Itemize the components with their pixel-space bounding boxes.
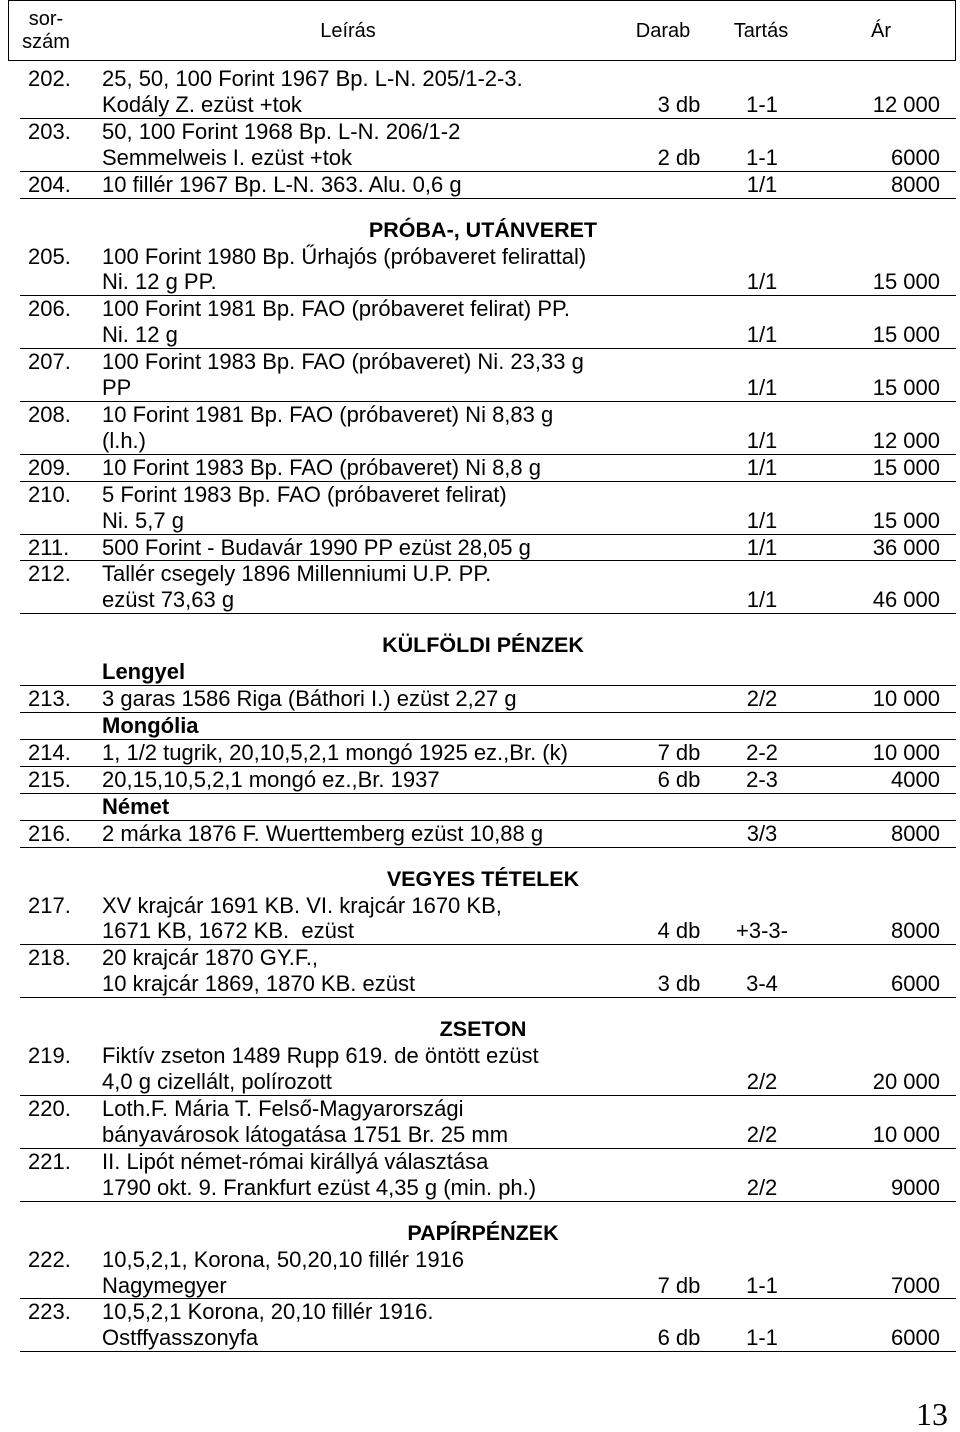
lot-price: 6000 <box>891 1325 940 1351</box>
lot-number: 218. <box>28 945 71 971</box>
description-line: 20 krajcár 1870 GY.F., <box>102 945 319 971</box>
lot-grade: 1-1 <box>746 1272 778 1298</box>
lot-grade: 3-4 <box>746 971 778 997</box>
description-line: 10 Forint 1983 Bp. FAO (próbaveret) Ni 8,8 g <box>102 454 542 480</box>
section-title: KÜLFÖLDI PÉNZEK <box>382 633 584 658</box>
lot-row <box>20 296 956 349</box>
lot-grade: 2-3 <box>746 766 778 792</box>
lot-number: 212. <box>28 561 71 587</box>
description-line: XV krajcár 1691 KB. VI. krajcár 1670 KB, <box>102 892 502 918</box>
lot-description <box>102 535 640 561</box>
lot-description <box>102 1247 640 1299</box>
lot-row <box>20 1299 956 1352</box>
lot-number: 223. <box>28 1299 71 1325</box>
lot-quantity: 7 db <box>657 739 701 765</box>
description-line: (l.h.) <box>102 427 146 453</box>
lot-grade: 2/2 <box>746 1174 778 1200</box>
lot-row <box>20 821 956 848</box>
lot-price: 7000 <box>891 1272 940 1298</box>
lot-description <box>102 66 640 118</box>
section-heading <box>20 614 956 659</box>
description-line: Fiktív zseton 1489 Rupp 619. de öntött ezüst <box>102 1043 539 1069</box>
lot-number: 213. <box>28 686 71 712</box>
lot-price: 8000 <box>891 918 940 944</box>
section-heading <box>20 1202 956 1247</box>
lot-grade: 2/2 <box>746 1121 778 1147</box>
table-header <box>8 0 956 61</box>
description-line: 500 Forint - Budavár 1990 PP ezüst 28,05 g <box>102 534 531 560</box>
lot-price: 15 000 <box>872 269 940 295</box>
lot-number: 222. <box>28 1246 71 1272</box>
description-line: 10 fillér 1967 Bp. L-N. 363. Alu. 0,6 g <box>102 171 462 197</box>
description-line: Ni. 5,7 g <box>102 507 184 533</box>
description-line: 1790 okt. 9. Frankfurt ezüst 4,35 g (min. ph.) <box>102 1174 537 1200</box>
lot-description <box>102 402 640 454</box>
header-lot-number <box>19 8 73 54</box>
lot-row <box>20 1043 956 1096</box>
lot-grade: 2/2 <box>746 686 778 712</box>
lot-row <box>20 349 956 402</box>
lot-number: 203. <box>28 118 71 144</box>
lot-price: 8000 <box>891 171 940 197</box>
description-line: 2 márka 1876 F. Wuerttemberg ezüst 10,88 g <box>102 820 544 846</box>
country-heading <box>20 713 956 740</box>
lot-description <box>102 740 640 766</box>
lot-row <box>20 1247 956 1300</box>
description-line: bányavárosok látogatása 1751 Br. 25 mm <box>102 1121 509 1147</box>
lot-number: 216. <box>28 820 71 846</box>
lot-row <box>20 767 956 794</box>
lot-price: 15 000 <box>872 375 940 401</box>
lot-quantity: 6 db <box>657 1325 701 1351</box>
lot-price: 20 000 <box>872 1069 940 1095</box>
description-line: Tallér csegely 1896 Millenniumi U.P. PP. <box>102 561 492 587</box>
lot-description <box>102 767 640 793</box>
description-line: 1671 KB, 1672 KB. ezüst <box>102 918 354 944</box>
lot-number: 209. <box>28 454 71 480</box>
lot-grade: 2-2 <box>746 739 778 765</box>
lot-grade: 1/1 <box>746 454 778 480</box>
section-title: PAPÍRPÉNZEK <box>407 1220 559 1245</box>
lot-grade: 1/1 <box>746 534 778 560</box>
lot-number: 214. <box>28 739 71 765</box>
header-lot-number-line: szám <box>22 31 70 53</box>
description-line: ezüst 73,63 g <box>102 587 235 613</box>
lot-price: 10 000 <box>872 686 940 712</box>
lot-row <box>20 945 956 998</box>
lot-row <box>20 66 956 119</box>
lot-price: 9000 <box>891 1174 940 1200</box>
lot-quantity: 3 db <box>657 91 701 117</box>
lot-grade: 1-1 <box>746 91 778 117</box>
lot-price: 6000 <box>891 971 940 997</box>
lot-quantity: 4 db <box>657 918 701 944</box>
country-title: Német <box>102 793 170 819</box>
lot-price: 10 000 <box>872 739 940 765</box>
description-line: PP <box>102 375 132 401</box>
description-line: 25, 50, 100 Forint 1967 Bp. L-N. 205/1-2-3. <box>102 66 523 91</box>
lot-grade: 1/1 <box>746 269 778 295</box>
header-lot-number-line: sor- <box>28 8 64 30</box>
lot-row <box>20 1096 956 1149</box>
description-line: 5 Forint 1983 Bp. FAO (próbaveret felirat) <box>102 481 507 507</box>
description-line: 10 Forint 1981 Bp. FAO (próbaveret) Ni 8,83 g <box>102 401 554 427</box>
lot-price: 46 000 <box>872 587 940 613</box>
description-line: 10,5,2,1 Korona, 20,10 fillér 1916. <box>102 1299 434 1325</box>
lot-grade: 2/2 <box>746 1069 778 1095</box>
lot-quantity: 7 db <box>657 1272 701 1298</box>
lot-description <box>102 455 640 481</box>
lot-price: 12 000 <box>872 91 940 117</box>
description-line: Ni. 12 g PP. <box>102 269 217 295</box>
lot-description <box>102 893 640 945</box>
lot-description <box>102 686 640 712</box>
description-line: Ostffyasszonyfa <box>102 1325 259 1351</box>
catalog-table <box>20 66 956 1352</box>
lot-number: 207. <box>28 349 71 375</box>
lot-number: 221. <box>28 1148 71 1174</box>
lot-number: 219. <box>28 1043 71 1069</box>
description-line: 100 Forint 1983 Bp. FAO (próbaveret) Ni. 23,33 g <box>102 349 584 375</box>
country-heading <box>20 794 956 821</box>
lot-number: 215. <box>28 766 71 792</box>
country-heading <box>20 659 956 686</box>
lot-description <box>102 482 640 534</box>
section-heading <box>20 998 956 1043</box>
lot-row <box>20 893 956 946</box>
lot-price: 12 000 <box>872 427 940 453</box>
lot-number: 211. <box>28 534 70 560</box>
lot-grade: 1/1 <box>746 587 778 613</box>
lot-description <box>102 1149 640 1201</box>
lot-row <box>20 535 956 562</box>
description-line: Kodály Z. ezüst +tok <box>102 91 302 117</box>
description-line: Semmelweis I. ezüst +tok <box>102 144 353 170</box>
header-quantity: Darab <box>635 20 691 42</box>
lot-number: 217. <box>28 892 71 918</box>
lot-row <box>20 172 956 199</box>
lot-grade: 1/1 <box>746 427 778 453</box>
lot-quantity: 2 db <box>657 144 701 170</box>
lot-grade: 1/1 <box>746 322 778 348</box>
header-description: Leírás <box>320 20 376 42</box>
description-line: Loth.F. Mária T. Felső-Magyarországi <box>102 1096 464 1121</box>
lot-description <box>102 119 640 171</box>
lot-description <box>102 945 640 997</box>
lot-price: 4000 <box>891 766 940 792</box>
header-grade: Tartás <box>733 20 789 42</box>
lot-row <box>20 402 956 455</box>
country-title: Mongólia <box>102 713 199 739</box>
lot-row <box>20 455 956 482</box>
description-line: 10 krajcár 1869, 1870 KB. ezüst <box>102 971 416 997</box>
description-line: 100 Forint 1980 Bp. Űrhajós (próbaveret felirattal) <box>102 243 587 269</box>
lot-grade: 1/1 <box>746 171 778 197</box>
lot-row <box>20 561 956 614</box>
description-line: 100 Forint 1981 Bp. FAO (próbaveret felirat) PP. <box>102 296 570 322</box>
section-heading <box>20 199 956 244</box>
description-line: 50, 100 Forint 1968 Bp. L-N. 206/1-2 <box>102 118 461 144</box>
lot-grade: 1/1 <box>746 375 778 401</box>
lot-row <box>20 740 956 767</box>
lot-grade: 3/3 <box>746 820 778 846</box>
lot-description <box>102 821 640 847</box>
lot-number: 204. <box>28 171 71 197</box>
lot-description <box>102 1096 640 1148</box>
section-title: ZSETON <box>439 1017 527 1042</box>
country-title: Lengyel <box>102 659 186 685</box>
lot-grade: 1-1 <box>746 1325 778 1351</box>
lot-quantity: 3 db <box>657 971 701 997</box>
lot-number: 205. <box>28 243 71 269</box>
lot-number: 202. <box>28 66 71 91</box>
description-line: Nagymegyer <box>102 1272 227 1298</box>
lot-description <box>102 172 640 198</box>
lot-number: 210. <box>28 481 71 507</box>
lot-price: 15 000 <box>872 322 940 348</box>
lot-price: 8000 <box>891 820 940 846</box>
lot-grade: 1-1 <box>746 144 778 170</box>
description-line: II. Lipót német-római királlyá választása <box>102 1148 489 1174</box>
lot-description <box>102 296 640 348</box>
lot-row <box>20 244 956 297</box>
lot-row <box>20 119 956 172</box>
lot-row <box>20 1149 956 1202</box>
description-line: 1, 1/2 tugrik, 20,10,5,2,1 mongó 1925 ez.,Br. (k) <box>102 739 568 765</box>
lot-price: 15 000 <box>872 507 940 533</box>
lot-description <box>102 349 640 401</box>
lot-description <box>102 561 640 613</box>
lot-description <box>102 1043 640 1095</box>
lot-grade: +3-3- <box>736 918 788 944</box>
lot-quantity: 6 db <box>657 766 701 792</box>
lot-number: 220. <box>28 1096 71 1121</box>
lot-number: 206. <box>28 296 71 322</box>
lot-row <box>20 686 956 713</box>
lot-description <box>102 1299 640 1351</box>
section-title: VEGYES TÉTELEK <box>386 866 580 891</box>
lot-price: 36 000 <box>872 534 940 560</box>
lot-grade: 1/1 <box>746 507 778 533</box>
lot-number: 208. <box>28 401 71 427</box>
header-price: Ár <box>871 20 891 42</box>
description-line: Ni. 12 g <box>102 322 178 348</box>
description-line: 10,5,2,1, Korona, 50,20,10 fillér 1916 <box>102 1246 465 1272</box>
description-line: 3 garas 1586 Riga (Báthori I.) ezüst 2,27 g <box>102 686 517 712</box>
lot-price: 10 000 <box>872 1121 940 1147</box>
lot-price: 15 000 <box>872 454 940 480</box>
lot-price: 6000 <box>891 144 940 170</box>
section-heading <box>20 848 956 893</box>
lot-description <box>102 244 640 296</box>
page-number: 13 <box>916 1396 948 1432</box>
lot-row <box>20 482 956 535</box>
description-line: 4,0 g cizellált, polírozott <box>102 1069 332 1095</box>
description-line: 20,15,10,5,2,1 mongó ez.,Br. 1937 <box>102 766 440 792</box>
section-title: PRÓBA-, UTÁNVERET <box>368 217 598 242</box>
